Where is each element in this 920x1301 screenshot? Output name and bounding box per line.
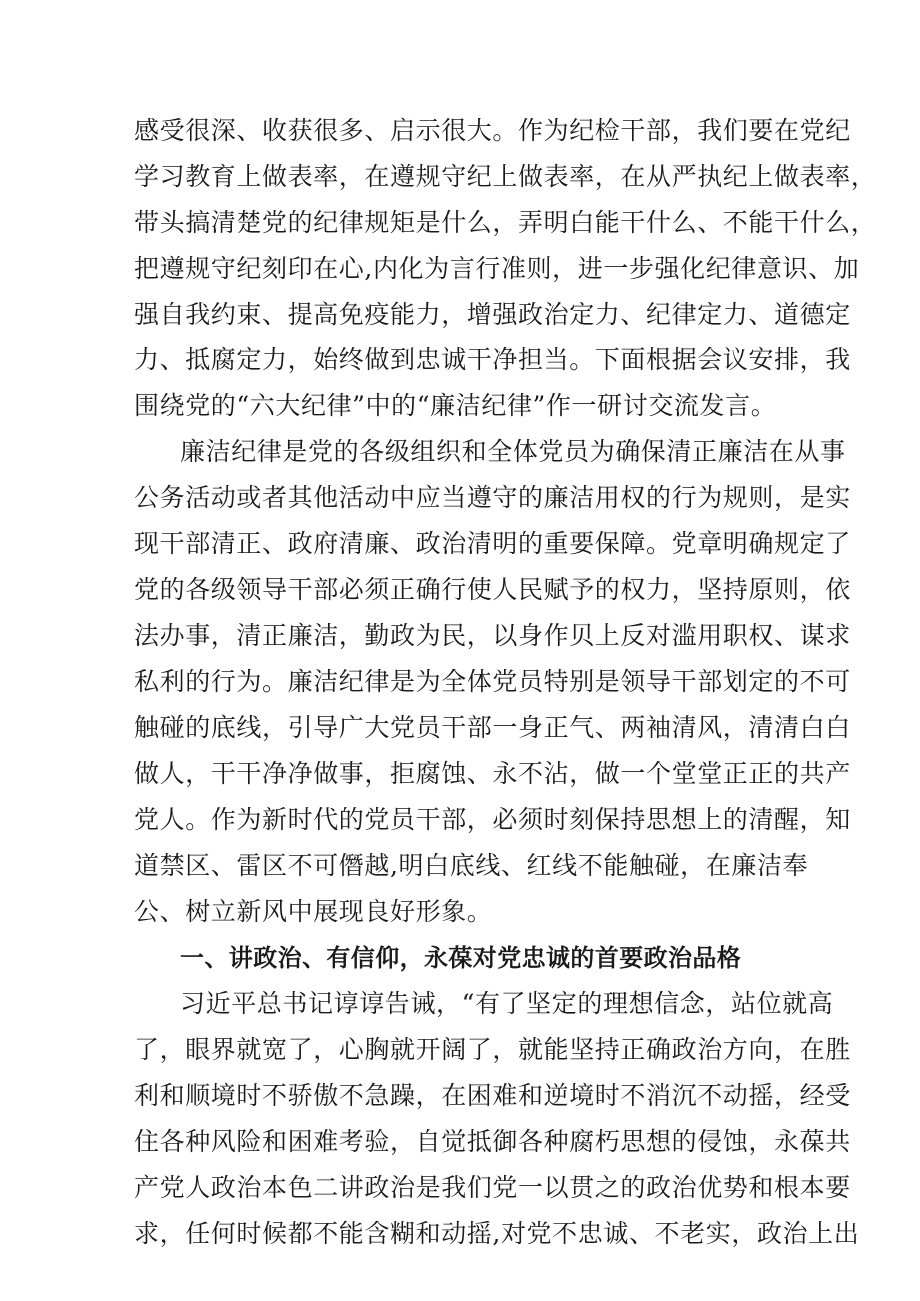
text-line: 产党人政治本色二讲政治是我们党一以贯之的政治优势和根本要 bbox=[134, 1173, 851, 1202]
text-line: 围绕党的“六大纪律”中的“廉洁纪律”作一研讨交流发言。 bbox=[134, 391, 777, 420]
text-line: 求，任何时候都不能含糊和动摇,对党不忠诚、不老实，政治上出 bbox=[134, 1219, 860, 1248]
text-line: 法办事，清正廉洁，勤政为民，以身作贝上反对滥用职权、谋求 bbox=[134, 621, 851, 650]
text-line: 学习教育上做表率，在遵规守纪上做表率，在从严执纪上做表率， bbox=[134, 162, 877, 191]
text-line: 党人。作为新时代的党员干部，必须时刻保持思想上的清醒，知 bbox=[134, 805, 851, 834]
text-line: 习近平总书记谆谆告诫，“有了坚定的理想信念，站位就高 bbox=[180, 989, 834, 1018]
text-line: 做人，干干净净做事，拒腐蚀、永不沾，做一个堂堂正正的共产 bbox=[134, 759, 851, 788]
text-line: 把遵规守纪刻印在心,内化为言行准则，进一步强化纪律意识、加 bbox=[134, 254, 860, 283]
text-line: 党的各级领导干部必须正确行使人民赋予的权力，坚持原则，依 bbox=[134, 575, 851, 604]
text-line: 公务活动或者其他活动中应当遵守的廉洁用权的行为规则，是实 bbox=[134, 483, 851, 512]
text-line: 住各种风险和困难考验，自觉抵御各种腐朽思想的侵蚀，永葆共 bbox=[134, 1127, 851, 1156]
text-line: 感受很深、收获很多、启示很大。作为纪检干部，我们要在党纪 bbox=[134, 116, 851, 145]
text-line: 现干部清正、政府清廉、政治清明的重要保障。党章明确规定了 bbox=[134, 529, 851, 558]
text-line: 私利的行为。廉洁纪律是为全体党员特别是领导干部划定的不可 bbox=[134, 667, 851, 696]
text-line: 公、树立新风中展现良好形象。 bbox=[134, 897, 493, 926]
text-line: 触碰的底线，引导广大党员干部一身正气、两袖清风，清清白白 bbox=[134, 713, 851, 742]
text-line: 了，眼界就宽了，心胸就开阔了，就能坚持正确政治方向，在胜 bbox=[134, 1035, 851, 1064]
section-heading: 一、讲政治、有信仰，永葆对党忠诚的首要政治品格 bbox=[180, 944, 742, 972]
text-line: 强自我约束、提高免疫能力，增强政治定力、纪律定力、道德定 bbox=[134, 300, 851, 329]
text-line: 道禁区、雷区不可僭越,明白底线、红线不能触碰，在廉洁奉 bbox=[134, 851, 809, 880]
text-line: 廉洁纪律是党的各级组织和全体党员为确保清正廉洁在从事 bbox=[180, 437, 846, 466]
text-line: 利和顺境时不骄傲不急躁，在困难和逆境时不消沉不动摇，经受 bbox=[134, 1081, 851, 1110]
text-line: 力、抵腐定力，始终做到忠诚干净担当。下面根据会议安排，我 bbox=[134, 345, 851, 374]
text-line: 带头搞清楚党的纪律规矩是什么，弄明白能干什么、不能干什么， bbox=[134, 208, 877, 237]
